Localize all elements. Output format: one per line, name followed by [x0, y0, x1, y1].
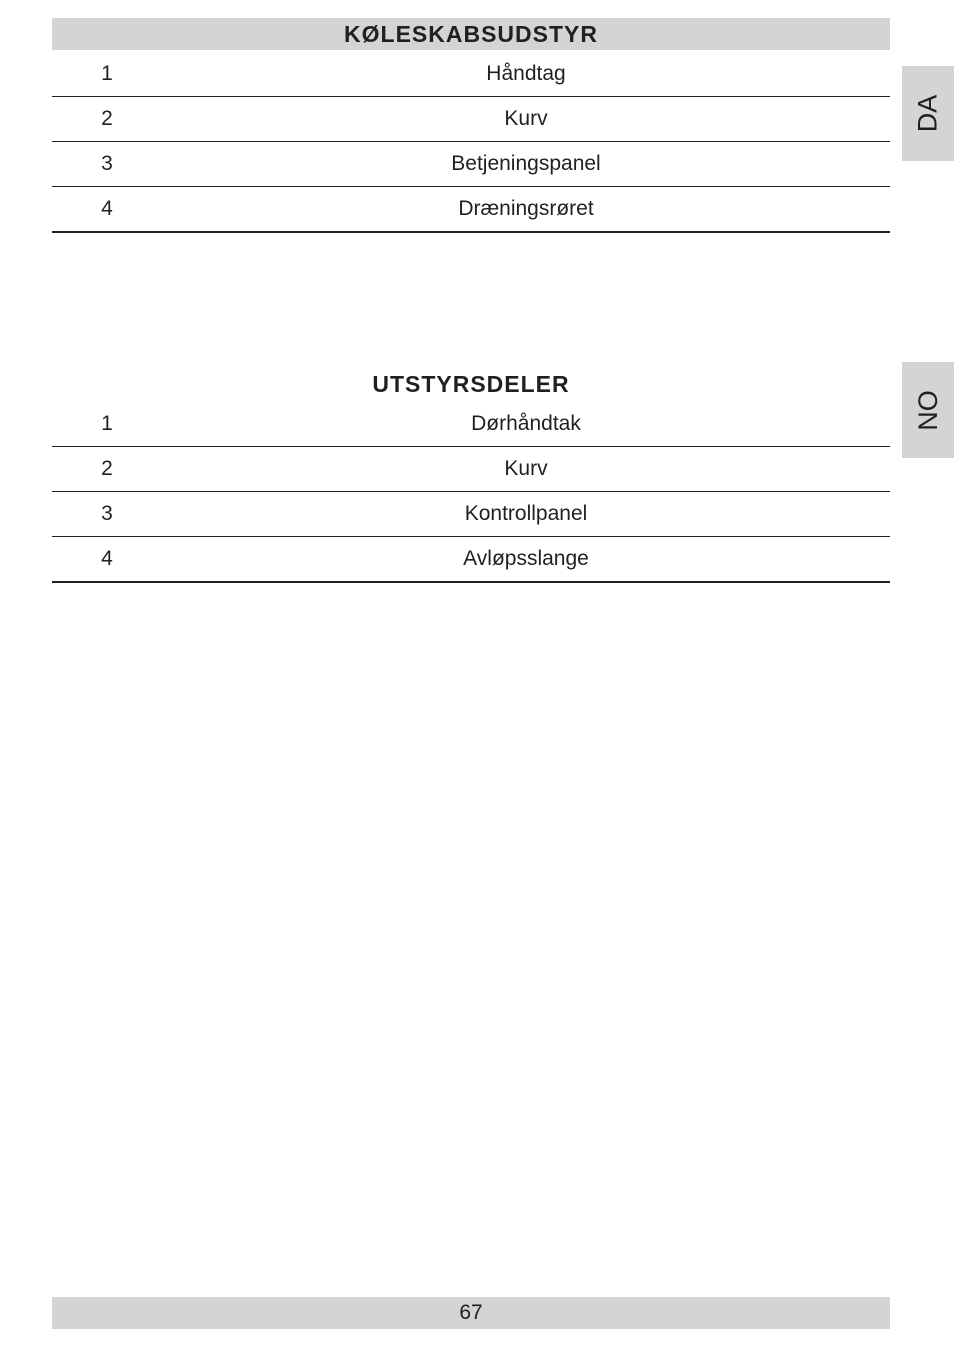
part-label-text: Avløpsslange — [463, 547, 589, 570]
part-label-text: Dræningsrøret — [458, 197, 594, 220]
language-tab-da-label: DA — [912, 94, 943, 133]
part-label — [162, 402, 890, 447]
part-label-text: Kurv — [504, 457, 548, 480]
part-number: 1 — [52, 402, 162, 447]
part-number: 1 — [52, 52, 162, 97]
part-label-text: Dørhåndtak — [471, 412, 581, 435]
table-row — [52, 402, 890, 447]
part-number: 4 — [52, 537, 162, 583]
part-label — [162, 52, 890, 97]
part-number: 4 — [52, 187, 162, 233]
table-row — [52, 97, 890, 142]
part-label-text: Håndtag — [486, 62, 566, 85]
part-label-text: Betjeningspanel — [451, 152, 601, 175]
danish-parts-table — [52, 52, 890, 233]
part-label — [162, 187, 890, 233]
part-number: 3 — [52, 142, 162, 187]
part-label — [162, 142, 890, 187]
table-row — [52, 187, 890, 233]
table-row — [52, 537, 890, 583]
page-footer — [52, 1297, 890, 1329]
part-label — [162, 447, 890, 492]
language-tab-da — [902, 66, 954, 161]
part-number: 2 — [52, 97, 162, 142]
norwegian-parts-table — [52, 402, 890, 583]
table-row — [52, 492, 890, 537]
page-number: 67 — [459, 1301, 483, 1324]
part-label-text: Kontrollpanel — [464, 502, 588, 525]
danish-section — [52, 18, 890, 233]
part-label-text: Kurv — [504, 107, 548, 130]
part-number: 3 — [52, 492, 162, 537]
table-row — [52, 142, 890, 187]
norwegian-section-title: UTSTYRSDELER — [372, 371, 570, 397]
table-row — [52, 447, 890, 492]
language-tab-no — [902, 362, 954, 458]
norwegian-section — [52, 368, 890, 583]
danish-section-title: KØLESKABSUDSTYR — [52, 18, 890, 50]
part-label — [162, 97, 890, 142]
part-number: 2 — [52, 447, 162, 492]
part-label — [162, 537, 890, 583]
table-row — [52, 52, 890, 97]
language-tab-no-label: NO — [912, 389, 943, 431]
part-label — [162, 492, 890, 537]
